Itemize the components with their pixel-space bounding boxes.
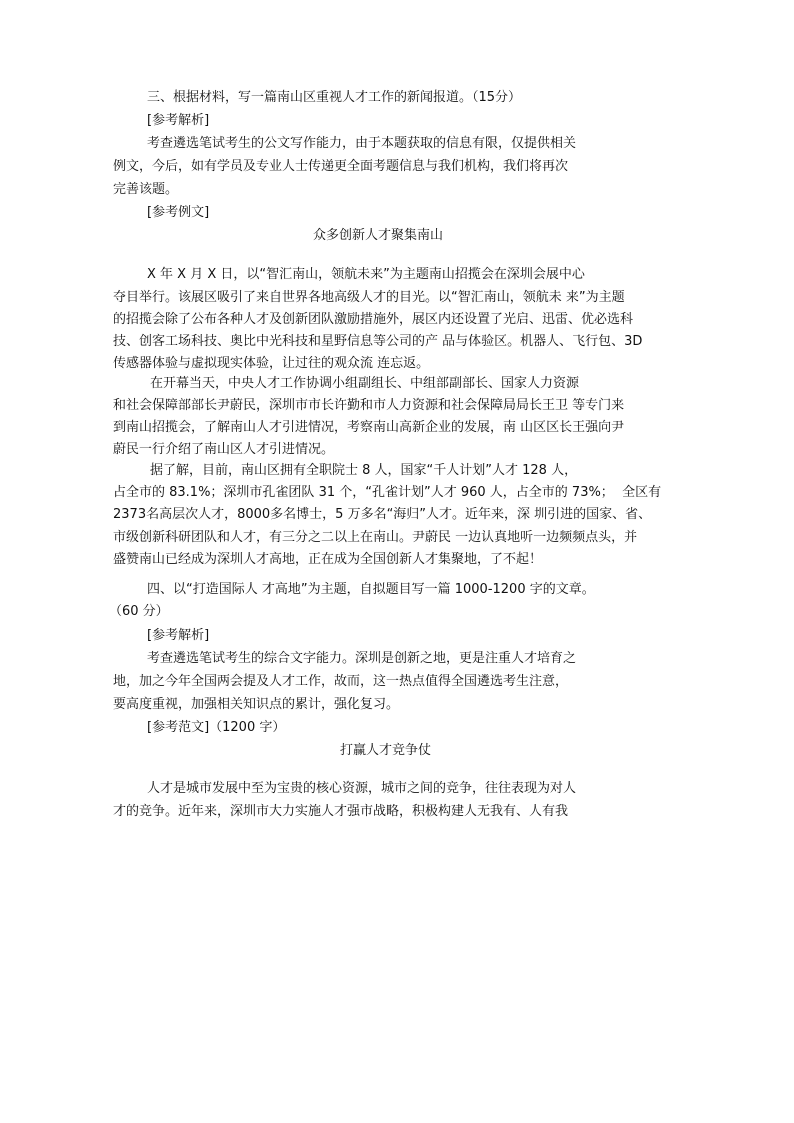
section4-body-line: 人才是城市发展中至为宝贵的核心资源，城市之间的竞争，往往表现为对人: [147, 781, 577, 796]
section3-analysis-line: 考查遴选笔试考生的公文写作能力，由于本题获取的信息有限，仅提供相关: [147, 136, 577, 151]
section3-body-line: 盛赞南山已经成为深圳人才高地，正在成为全国创新人才集聚地，了不起！: [113, 552, 543, 567]
section3-body-line: 据了解，目前，南山区拥有全职院士 8 人，国家“千人计划”人才 128 人，: [150, 463, 578, 478]
section4-analysis-line: 考查遴选笔试考生的综合文字能力。深圳是创新之地，更是注重人才培育之: [147, 651, 577, 666]
section3-sample-title: 众多创新人才聚集南山: [313, 228, 444, 243]
section3-analysis-label: [参考解析]: [147, 113, 210, 128]
section3-analysis-line: 例文，今后，如有学员及专业人士传递更全面考题信息与我们机构，我们将再次: [113, 159, 569, 174]
section3-analysis-line: 完善该题。: [113, 182, 179, 197]
section4-heading-score: （60 分）: [109, 604, 169, 619]
section4-analysis-label: [参考解析]: [147, 628, 210, 643]
section3-sample-label: [参考例文]: [147, 205, 210, 220]
section4-sample-label: [参考范文]（1200 字）: [147, 720, 286, 735]
section3-body-line: 到南山招揽会，了解南山人才引进情况，考察南山高新企业的发展，南 山区区长王强向尹: [113, 420, 625, 435]
section3-body-line: 蔚民一行介绍了南山区人才引进情况。: [113, 442, 335, 457]
section3-body-line: 和社会保障部部长尹蔚民，深圳市市长许勤和市人力资源和社会保障局局长王卫 等专门来: [113, 398, 625, 413]
section3-body-line: 在开幕当天，中央人才工作协调小组副组长、中组部副部长、国家人力资源: [150, 376, 580, 391]
section3-body-line: 夺目举行。该展区吸引了来自世界各地高级人才的目光。以“智汇南山，领航未 来”为主题: [113, 290, 625, 305]
section3-body-line: X 年 X 月 X 日，以“智汇南山，领航未来”为主题南山招揽会在深圳会展中心: [147, 267, 585, 282]
section3-body-line: 技、创客工场科技、奥比中光科技和星野信息等公司的产 品与体验区。机器人、飞行包、3D: [113, 334, 643, 349]
section4-heading: 四、以“打造国际人 才高地”为主题，自拟题目写一篇 1000-1200 字的文章。: [147, 582, 595, 597]
section4-analysis-line: 要高度重视，加强相关知识点的累计，强化复习。: [113, 697, 400, 712]
section3-body-line: 的招揽会除了公布各种人才及创新团队激励措施外，展区内还设置了光启、迅雷、优必选科: [113, 312, 634, 327]
section4-analysis-line: 地，加之今年全国两会提及人才工作，故而，这一热点值得全国遴选考生注意，: [113, 674, 569, 689]
section3-body-line: 传感器体验与虚拟现实体验，让过往的观众流 连忘返。: [113, 356, 430, 371]
section3-body-line: 2373名高层次人才，8000多名博士，5 万多名“海归”人才。近年来，深 圳引进的国家、省、: [113, 507, 652, 522]
section3-body-line: 市级创新科研团队和人才，有三分之二以上在南山。尹蔚民 一边认真地听一边频频点头，并: [113, 530, 638, 545]
section3-heading: 三、根据材料，写一篇南山区重视人才工作的新闻报道。（15分）: [147, 90, 522, 105]
section4-body-line: 才的竞争。近年来，深圳市大力实施人才强市战略，积极构建人无我有、人有我: [113, 804, 569, 819]
section3-body-line: 占全市的 83.1%；深圳市孔雀团队 31 个，“孔雀计划”人才 960 人，占全市的 73%； 全区有: [113, 485, 662, 500]
section4-sample-title: 打赢人才竞争仗: [340, 743, 432, 758]
